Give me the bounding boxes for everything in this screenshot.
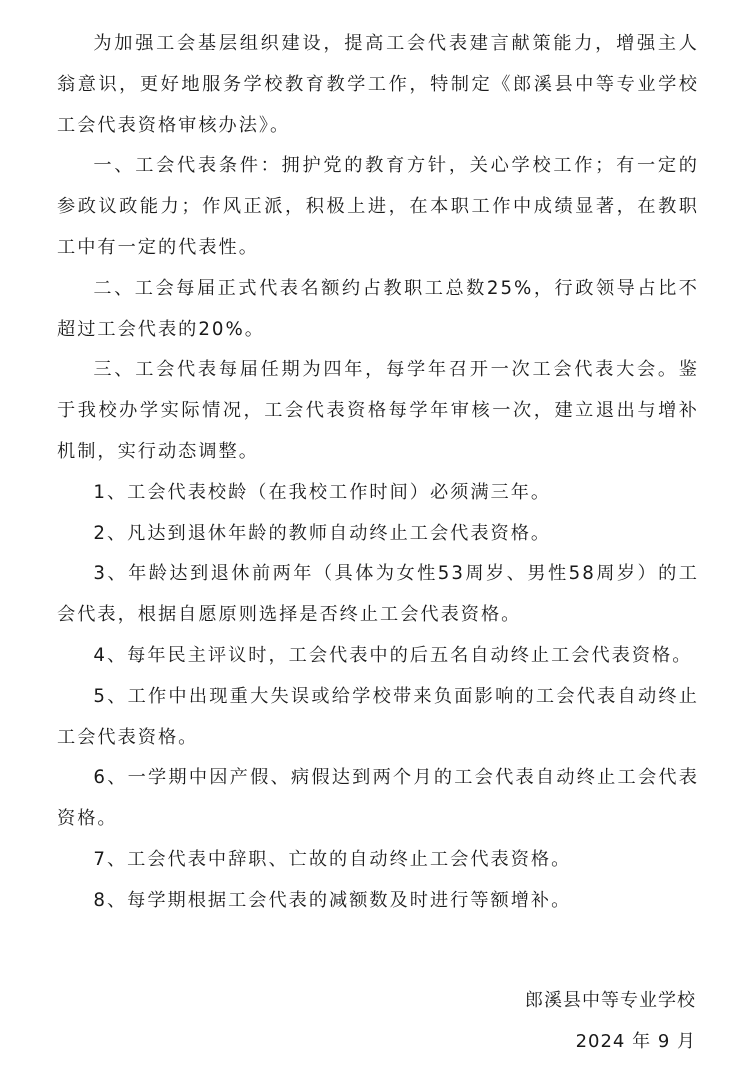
rule-item-5: 5、工作中出现重大失误或给学校带来负面影响的工会代表自动终止工会代表资格。: [57, 685, 699, 748]
intro-paragraph: 为加强工会基层组织建设，提高工会代表建言献策能力，增强主人翁意识，更好地服务学校教育教学工作，特制定《郎溪县中等专业学校工会代表资格审核办法》。: [57, 33, 699, 136]
clause-3-term-and-review: 三、工会代表每届任期为四年，每学年召开一次工会代表大会。鉴于我校办学实际情况，工会代表资格每学年审核一次，建立退出与增补机制，实行动态调整。: [57, 359, 699, 462]
signature-organization: 郎溪县中等专业学校: [525, 990, 696, 1011]
clause-2-quota: 二、工会每届正式代表名额约占教职工总数25%，行政领导占比不超过工会代表的20%。: [57, 277, 699, 340]
signature-block: [525, 981, 696, 1063]
signature-date: 2024 年 9 月: [575, 1030, 696, 1052]
rule-item-6: 6、一学期中因产假、病假达到两个月的工会代表自动终止工会代表资格。: [57, 767, 699, 830]
clause-1-representative-conditions: 一、工会代表条件：拥护党的教育方针，关心学校工作；有一定的参政议政能力；作风正派，积极上进，在本职工作中成绩显著，在教职工中有一定的代表性。: [57, 155, 699, 258]
rule-item-7: 7、工会代表中辞职、亡故的自动终止工会代表资格。: [93, 848, 572, 870]
rule-item-3: 3、年龄达到退休前两年（具体为女性53周岁、男性58周岁）的工会代表，根据自愿原则选择是否终止工会代表资格。: [57, 563, 699, 626]
document-body: [57, 24, 699, 922]
rule-item-8: 8、每学期根据工会代表的减额数及时进行等额增补。: [93, 889, 572, 911]
rule-item-2: 2、凡达到退休年龄的教师自动终止工会代表资格。: [93, 522, 552, 544]
rule-item-4: 4、每年民主评议时，工会代表中的后五名自动终止工会代表资格。: [93, 644, 693, 666]
rule-item-1: 1、工会代表校龄（在我校工作时间）必须满三年。: [93, 481, 552, 503]
